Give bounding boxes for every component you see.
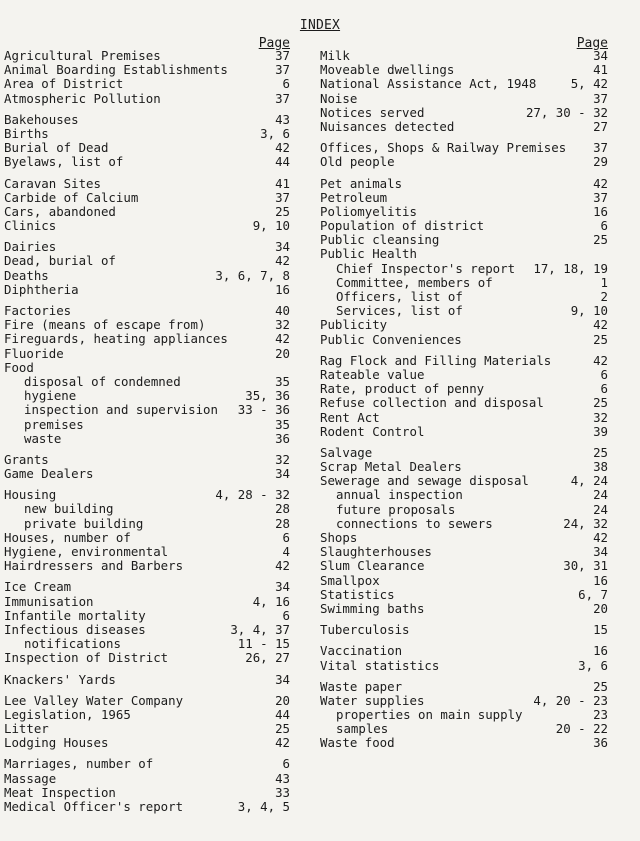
entry-page: 42 (593, 175, 608, 191)
entry-text: Vital statistics (320, 657, 440, 673)
index-entry (320, 63, 608, 77)
index-entry (320, 460, 608, 474)
entry-page: 39 (593, 423, 608, 439)
index-entry (4, 757, 290, 771)
left-page-heading: Page (258, 36, 290, 51)
entry-text: Bakehouses (4, 111, 79, 127)
entry-page: 34 (275, 239, 290, 255)
entry-text: Slum Clearance (320, 558, 425, 574)
entry-text: Poliomyelitis (320, 203, 417, 219)
index-entry (4, 467, 290, 481)
entry-page: 37 (593, 90, 608, 106)
index-entry (4, 580, 290, 594)
entry-page: 25 (593, 232, 608, 248)
entry-text: Grants (4, 451, 49, 467)
index-entry (320, 474, 608, 488)
entry-page: 43 (275, 770, 290, 786)
entry-page: 42 (593, 352, 608, 368)
index-entry (4, 531, 290, 545)
entry-page: 3, 4, 37 (230, 621, 290, 637)
index-entry (320, 155, 608, 169)
entry-text: Meat Inspection (4, 784, 116, 800)
index-entry (4, 403, 290, 417)
entry-page: 25 (593, 444, 608, 460)
entry-text: Nuisances detected (320, 118, 455, 134)
entry-page: 6, 7 (578, 586, 608, 602)
index-entry (4, 418, 290, 432)
entry-page: 44 (275, 154, 290, 170)
index-entry (320, 92, 608, 106)
entry-page: 34 (593, 544, 608, 560)
index-entry (4, 609, 290, 623)
index-entry (4, 191, 290, 205)
index-entry (4, 304, 290, 318)
entry-page: 28 (275, 515, 290, 531)
entry-page: 34 (275, 579, 290, 595)
entry-page: 24 (593, 501, 608, 517)
entry-text: inspection and supervision (24, 402, 218, 418)
entry-text: Statistics (320, 586, 395, 602)
entry-text: Tuberculosis (320, 622, 410, 638)
entry-text: Infectious diseases (4, 621, 146, 637)
entry-text: annual inspection (336, 487, 463, 503)
index-entry (320, 602, 608, 616)
entry-text: Sewerage and sewage disposal (320, 473, 529, 489)
entry-text: Rateable value (320, 366, 425, 382)
entry-text: Noise (320, 90, 358, 106)
entry-page: 37 (275, 48, 290, 63)
index-entry (320, 411, 608, 425)
entry-text: new building (24, 501, 114, 517)
index-entry (320, 262, 608, 276)
index-title-text: INDEX (299, 18, 341, 33)
entry-text: Immunisation (4, 593, 94, 609)
entry-text: Cars, abandoned (4, 203, 116, 219)
entry-text: Caravan Sites (4, 175, 101, 191)
entry-page: 17, 18, 19 (533, 260, 608, 276)
entry-text: Area of District (4, 76, 124, 92)
entry-text: Hairdressers and Barbers (4, 558, 184, 574)
entry-text: Deaths (4, 267, 49, 283)
entry-text: Rag Flock and Filling Materials (320, 352, 552, 368)
entry-text: Births (4, 125, 49, 141)
index-entry (4, 800, 290, 814)
entry-page: 2 (600, 289, 608, 304)
index-entry (320, 708, 608, 722)
index-entry (320, 333, 608, 347)
entry-text: disposal of condemned (24, 373, 181, 389)
entry-page: 42 (593, 530, 608, 545)
entry-text: Clinics (4, 218, 57, 234)
entry-text: Game Dealers (4, 466, 94, 482)
entry-page: 6 (282, 756, 290, 772)
index-entry (320, 623, 608, 637)
entry-text: Smallpox (320, 572, 380, 588)
entry-text: premises (24, 416, 84, 432)
entry-text: Rodent Control (320, 423, 425, 439)
entry-text: Scrap Metal Dealers (320, 459, 462, 475)
entry-text: Knackers' Yards (4, 671, 116, 687)
entry-page: 37 (275, 62, 290, 78)
index-entry (4, 49, 290, 63)
entry-page: 20 (275, 692, 290, 708)
entry-text: Dead, burial of (4, 253, 116, 269)
entry-text: Fire (means of escape from) (4, 317, 206, 333)
index-entry (4, 219, 290, 233)
entry-text: Notices served (320, 104, 425, 120)
entry-page: 6 (282, 529, 290, 545)
index-entry (4, 637, 290, 651)
index-entry (4, 347, 290, 361)
entry-page: 3, 6, 7, 8 (215, 267, 290, 283)
index-entry (320, 191, 608, 205)
index-entry (4, 708, 290, 722)
index-entry (4, 113, 290, 127)
entry-page: 4 (282, 544, 290, 559)
entry-page: 41 (593, 62, 608, 78)
index-entry (4, 432, 290, 446)
entry-text: National Assistance Act, 1948 (320, 76, 537, 92)
index-entry (320, 659, 608, 673)
entry-page: 42 (275, 140, 290, 156)
index-entry (4, 269, 290, 283)
entry-page: 38 (593, 459, 608, 475)
entry-page: 20 - 22 (555, 721, 608, 737)
entry-page: 30, 31 (563, 558, 608, 574)
index-entry (320, 368, 608, 382)
entry-text: Offices, Shops & Railway Premises (320, 140, 567, 156)
entry-text: Burial of Dead (4, 140, 109, 156)
entry-page: 20 (275, 345, 290, 361)
entry-page: 25 (275, 721, 290, 737)
entry-text: future proposals (336, 501, 456, 517)
entry-text: private building (24, 515, 144, 531)
entry-page: 9, 10 (252, 218, 290, 234)
entry-page: 3, 6 (260, 125, 290, 141)
entry-page: 23 (593, 707, 608, 723)
entry-page: 4, 24 (570, 473, 608, 489)
entry-page: 32 (593, 409, 608, 425)
index-entry (320, 396, 608, 410)
entry-text: Population of district (320, 218, 485, 234)
entry-text: Public Health (320, 246, 417, 262)
entry-page: 33 - 36 (237, 402, 290, 418)
index-entry (4, 177, 290, 191)
index-entry (320, 141, 608, 155)
index-entry (320, 559, 608, 573)
index-entry (320, 106, 608, 120)
entry-page: 4, 20 - 23 (533, 692, 608, 708)
index-entry (320, 531, 608, 545)
entry-page: 36 (593, 735, 608, 751)
entry-text: Waste paper (320, 678, 403, 694)
index-entry (4, 595, 290, 609)
index-entry (320, 205, 608, 219)
entry-page: 3, 6 (578, 657, 608, 673)
entry-page: 9, 10 (570, 303, 608, 319)
index-entry (4, 318, 290, 332)
entry-page: 41 (275, 175, 290, 191)
entry-page: 28 (275, 501, 290, 517)
entry-text: Factories (4, 303, 72, 318)
index-entry (320, 425, 608, 439)
index-entry (320, 736, 608, 750)
index-entry (320, 233, 608, 247)
entry-page: 16 (275, 281, 290, 297)
entry-page: 4, 28 - 32 (215, 487, 290, 503)
entry-text: Dairies (4, 239, 57, 255)
index-entry (4, 736, 290, 750)
index-entry (4, 772, 290, 786)
index-entry (4, 205, 290, 219)
index-entry (320, 219, 608, 233)
index-entry (4, 623, 290, 637)
entry-page: 37 (275, 189, 290, 205)
index-entry (4, 92, 290, 106)
index-entry (4, 722, 290, 736)
index-entry (4, 77, 290, 91)
index-entry (4, 786, 290, 800)
index-entry (320, 49, 608, 63)
entry-page: 34 (275, 466, 290, 482)
entry-page: 32 (275, 317, 290, 333)
entry-text: Lee Valley Water Company (4, 692, 184, 708)
entry-page: 27, 30 - 32 (525, 104, 608, 120)
index-entry (4, 673, 290, 687)
index-entry (4, 155, 290, 169)
index-entry (4, 63, 290, 77)
index-title (0, 18, 640, 33)
entry-text: Swimming baths (320, 600, 425, 616)
entry-text: Rate, product of penny (320, 381, 485, 397)
entry-page: 25 (593, 331, 608, 347)
entry-text: Atmospheric Pollution (4, 90, 161, 106)
index-entry (4, 488, 290, 502)
entry-page: 15 (593, 622, 608, 638)
entry-page: 37 (593, 140, 608, 156)
entry-text: Byelaws, list of (4, 154, 124, 170)
index-entry (320, 722, 608, 736)
entry-page: 6 (600, 381, 608, 397)
entry-page: 37 (275, 90, 290, 106)
index-entry (320, 304, 608, 318)
entry-text: Vaccination (320, 643, 403, 659)
entry-text: Waste food (320, 735, 395, 751)
entry-page: 5, 42 (570, 76, 608, 92)
entry-page: 42 (275, 331, 290, 347)
entry-text: Moveable dwellings (320, 62, 455, 78)
entry-text: Petroleum (320, 189, 388, 205)
entry-text: Marriages, number of (4, 756, 154, 772)
entry-page: 6 (600, 218, 608, 234)
index-entry (4, 127, 290, 141)
index-entry (320, 644, 608, 658)
entry-text: Public cleansing (320, 232, 440, 248)
right-page-heading: Page (576, 36, 608, 51)
entry-page: 36 (275, 430, 290, 446)
entry-text: Massage (4, 770, 57, 786)
index-entry (320, 488, 608, 502)
entry-text: Officers, list of (336, 289, 463, 304)
entry-page: 11 - 15 (237, 636, 290, 652)
index-entry (320, 694, 608, 708)
index-entry (320, 588, 608, 602)
index-entry (320, 177, 608, 191)
entry-text: Services, list of (336, 303, 463, 319)
index-entry (320, 276, 608, 290)
entry-page: 33 (275, 784, 290, 800)
index-entry (320, 354, 608, 368)
entry-page: 42 (593, 317, 608, 333)
entry-page: 35, 36 (245, 388, 290, 404)
entry-text: Ice Cream (4, 579, 72, 595)
entry-text: connections to sewers (336, 515, 493, 531)
entry-text: notifications (24, 636, 121, 652)
entry-text: Legislation, 1965 (4, 706, 131, 722)
index-entry (320, 503, 608, 517)
entry-page: 6 (282, 76, 290, 92)
entry-text: Water supplies (320, 692, 425, 708)
entry-text: Salvage (320, 444, 373, 460)
entry-text: Public Conveniences (320, 331, 462, 347)
entry-page: 16 (593, 572, 608, 588)
index-entry (320, 120, 608, 134)
entry-text: Food (4, 359, 34, 375)
entry-text: Slaughterhouses (320, 544, 432, 560)
entry-text: samples (336, 721, 389, 737)
entry-page: 25 (275, 203, 290, 219)
entry-text: Refuse collection and disposal (320, 395, 544, 411)
index-entry (4, 283, 290, 297)
index-entry (4, 389, 290, 403)
entry-page: 29 (593, 154, 608, 170)
entry-text: Housing (4, 487, 57, 503)
left-entries (4, 49, 290, 814)
entry-text: Publicity (320, 317, 388, 333)
entry-page: 44 (275, 706, 290, 722)
entry-page: 40 (275, 303, 290, 318)
entry-page: 35 (275, 416, 290, 432)
entry-text: hygiene (24, 388, 77, 404)
entry-page: 24, 32 (563, 515, 608, 531)
entry-page: 32 (275, 451, 290, 467)
entry-text: Fireguards, heating appliances (4, 331, 228, 347)
index-entry (4, 240, 290, 254)
entry-text: Old people (320, 154, 395, 170)
index-entry (4, 375, 290, 389)
index-entry (4, 141, 290, 155)
entry-page: 16 (593, 203, 608, 219)
entry-text: Fluoride (4, 345, 64, 361)
index-entry (320, 574, 608, 588)
index-entry (4, 502, 290, 516)
entry-page: 34 (593, 48, 608, 63)
entry-page: 42 (275, 558, 290, 574)
entry-page: 42 (275, 253, 290, 269)
entry-page: 42 (275, 735, 290, 751)
index-entry (320, 77, 608, 91)
index-entry (4, 361, 290, 375)
entry-text: properties on main supply (336, 707, 523, 723)
entry-page: 35 (275, 373, 290, 389)
entry-page: 6 (600, 366, 608, 382)
entry-text: waste (24, 430, 62, 446)
entry-page: 34 (275, 671, 290, 687)
entry-text: Pet animals (320, 175, 403, 191)
index-entry (320, 382, 608, 396)
index-entry (320, 517, 608, 531)
index-entry (320, 680, 608, 694)
entry-text: Diphtheria (4, 281, 79, 297)
index-entry (4, 517, 290, 531)
index-entry (4, 453, 290, 467)
entry-text: Animal Boarding Establishments (4, 62, 228, 78)
entry-text: Rent Act (320, 409, 380, 425)
entry-text: Lodging Houses (4, 735, 109, 751)
index-entry (4, 545, 290, 559)
index-entry (4, 651, 290, 665)
entry-text: Infantile mortality (4, 607, 146, 623)
entry-text: Carbide of Calcium (4, 189, 139, 205)
entry-page: 25 (593, 395, 608, 411)
entry-text: Litter (4, 721, 49, 737)
entry-page: 6 (282, 607, 290, 623)
index-entry (320, 290, 608, 304)
index-entry (320, 545, 608, 559)
entry-page: 27 (593, 118, 608, 134)
entry-text: Shops (320, 530, 358, 545)
entry-text: Houses, number of (4, 529, 131, 545)
entry-text: Medical Officer's report (4, 799, 184, 814)
index-entry (4, 332, 290, 346)
index-entry (4, 559, 290, 573)
entry-page: 4, 16 (252, 593, 290, 609)
entry-text: Committee, members of (336, 274, 493, 290)
entry-text: Milk (320, 48, 350, 63)
index-entry (4, 694, 290, 708)
entry-page: 37 (593, 189, 608, 205)
entry-text: Inspection of District (4, 650, 169, 666)
index-entry (320, 446, 608, 460)
entry-text: Agricultural Premises (4, 48, 161, 63)
entry-page: 3, 4, 5 (237, 799, 290, 814)
right-entries (320, 49, 608, 751)
entry-text: Hygiene, environmental (4, 544, 169, 559)
index-entry (320, 318, 608, 332)
entry-page: 16 (593, 643, 608, 659)
index-entry (320, 247, 608, 261)
entry-text: Chief Inspector's report (336, 260, 516, 276)
entry-page: 1 (600, 274, 608, 290)
entry-page: 25 (593, 678, 608, 694)
entry-page: 26, 27 (245, 650, 290, 666)
entry-page: 24 (593, 487, 608, 503)
entry-page: 43 (275, 111, 290, 127)
entry-page: 20 (593, 600, 608, 616)
index-entry (4, 254, 290, 268)
